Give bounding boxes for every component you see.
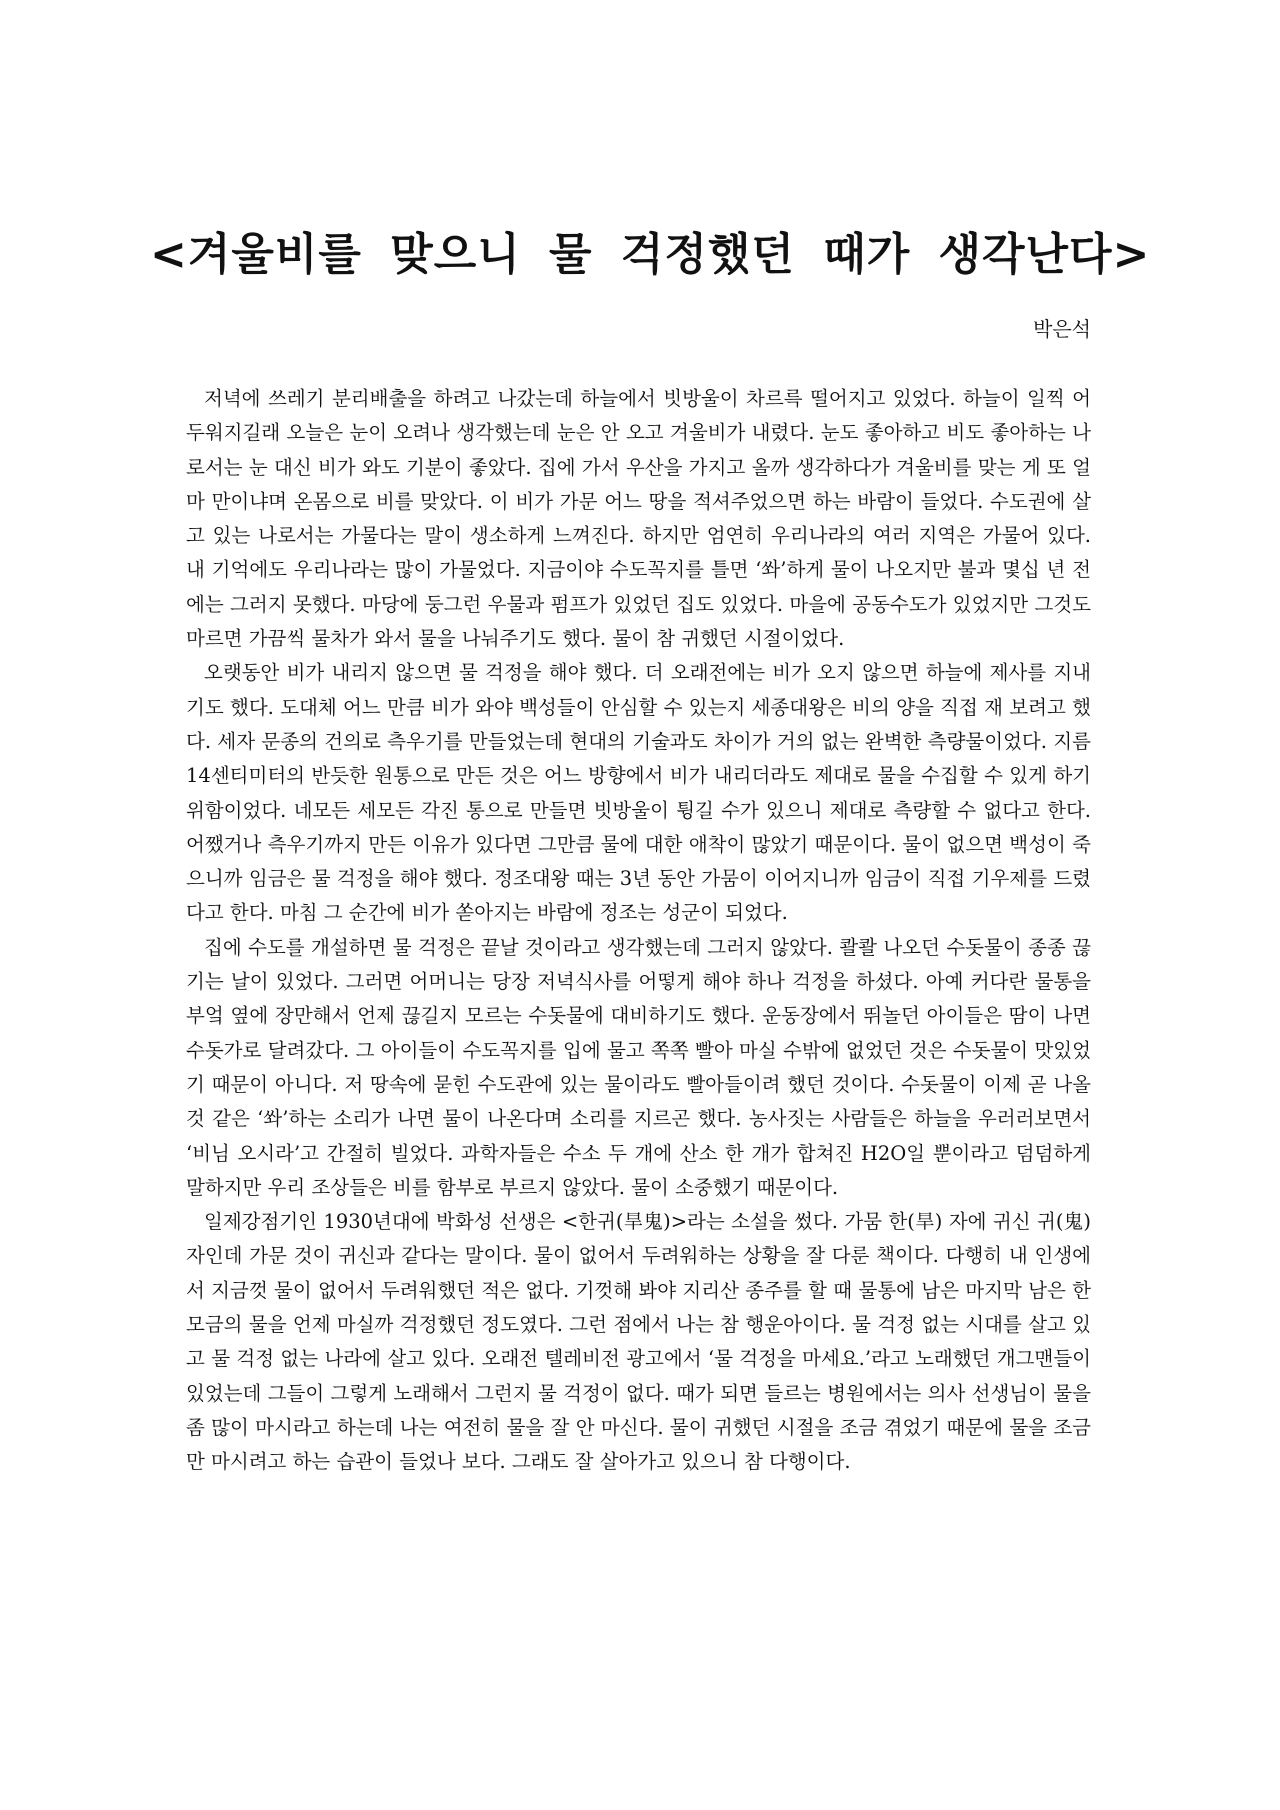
body-paragraph: 일제강점기인 1930년대에 박화성 선생은 <한귀(旱鬼)>라는 소설을 썼다. 가뭄 한(旱) 자에 귀신 귀(鬼) 자인데 가문 것이 귀신과 같다는 말이다. 물이 없어서 두려워하는 상황을 잘 다룬 책이다. 다행히 내 인생에서 지금껏 물이 없어서 두려워했던 적은 없다. 기껏해 봐야 지리산 종주를 할 때 물통에 남은 마지막 남은 한 모금의 물을 언제 마실까 걱정했던 정도였다. 그런 점에서 나는 참 행운아이다. 물 걱정 없는 시대를 살고 있고 물 걱정 없는 나라에 살고 있다. 오래전 텔레비전 광고에서 ‘물 걱정을 마세요.’라고 노래했던 개그맨들이 있었는데 그들이 그렇게 노래해서 그런지 물 걱정이 없다. 때가 되면 들르는 병원에서는 의사 선생님이 물을 좀 많이 마시라고 하는데 나는 여전히 물을 잘 안 마신다. 물이 귀했던 시절을 조금 겪었기 때문에 물을 조금만 마시려고 하는 습관이 들었나 보다. 그래도 잘 살아가고 있으니 참 다행이다.	[186, 1210, 1091, 1474]
author-name: 박은석	[1033, 317, 1091, 341]
document-title: <겨울비를 맞으니 물 걱정했던 때가 생각난다>	[150, 229, 1151, 281]
body-paragraph: 집에 수도를 개설하면 물 걱정은 끝날 것이라고 생각했는데 그러지 않았다. 콸콸 나오던 수돗물이 종종 끊기는 날이 있었다. 그러면 어머니는 당장 저녁식사를 어떻게 해야 하나 걱정을 하셨다. 아예 커다란 물통을 부엌 옆에 장만해서 언제 끊길지 모르는 수돗물에 대비하기도 했다. 운동장에서 뛰놀던 아이들은 땀이 나면 수돗가로 달려갔다. 그 아이들이 수도꼭지를 입에 물고 쪽쪽 빨아 마실 수밖에 없었던 것은 수돗물이 맛있었기 때문이 아니다. 저 땅속에 묻힌 수도관에 있는 물이라도 빨아들이려 했던 것이다. 수돗물이 이제 곧 나올 것 같은 ‘쏴’하는 소리가 나면 물이 나온다며 소리를 지르곤 했다. 농사짓는 사람들은 하늘을 우러러보면서 ‘비님 오시라’고 간절히 빌었다. 과학자들은 수소 두 개에 산소 한 개가 합쳐진 H2O일 뿐이라고 덤덤하게 말하지만 우리 조상들은 비를 함부로 부르지 않았다. 물이 소중했기 때문이다.	[186, 935, 1091, 1199]
document-body	[186, 382, 1091, 1480]
body-paragraph: 오랫동안 비가 내리지 않으면 물 걱정을 해야 했다. 더 오래전에는 비가 오지 않으면 하늘에 제사를 지내기도 했다. 도대체 어느 만큼 비가 와야 백성들이 안심할 수 있는지 세종대왕은 비의 양을 직접 재 보려고 했다. 세자 문종의 건의로 측우기를 만들었는데 현대의 기술과도 차이가 거의 없는 완벽한 측량물이었다. 지름 14센티미터의 반듯한 원통으로 만든 것은 어느 방향에서 비가 내리더라도 제대로 물을 수집할 수 있게 하기 위함이었다. 네모든 세모든 각진 통으로 만들면 빗방울이 튕길 수가 있으니 제대로 측량할 수 없다고 한다. 어쨌거나 측우기까지 만든 이유가 있다면 그만큼 물에 대한 애착이 많았기 때문이다. 물이 없으면 백성이 죽으니까 임금은 물 걱정을 해야 했다. 정조대왕 때는 3년 동안 가뭄이 이어지니까 임금이 직접 기우제를 드렸다고 한다. 마침 그 순간에 비가 쏟아지는 바람에 정조는 성군이 되었다.	[186, 661, 1091, 925]
body-paragraph: 저녁에 쓰레기 분리배출을 하려고 나갔는데 하늘에서 빗방울이 차르륵 떨어지고 있었다. 하늘이 일찍 어두워지길래 오늘은 눈이 오려나 생각했는데 눈은 안 오고 겨울비가 내렸다. 눈도 좋아하고 비도 좋아하는 나로서는 눈 대신 비가 와도 기분이 좋았다. 집에 가서 우산을 가지고 올까 생각하다가 겨울비를 맞는 게 또 얼마 만이냐며 온몸으로 비를 맞았다. 이 비가 가문 어느 땅을 적셔주었으면 하는 바람이 들었다. 수도권에 살고 있는 나로서는 가물다는 말이 생소하게 느껴진다. 하지만 엄연히 우리나라의 여러 지역은 가물어 있다. 내 기억에도 우리나라는 많이 가물었다. 지금이야 수도꼭지를 틀면 ‘쏴’하게 물이 나오지만 불과 몇십 년 전에는 그러지 못했다. 마당에 둥그런 우물과 펌프가 있었던 집도 있었다. 마을에 공동수도가 있었지만 그것도 마르면 가끔씩 물차가 와서 물을 나눠주기도 했다. 물이 참 귀했던 시절이었다.	[186, 387, 1091, 651]
